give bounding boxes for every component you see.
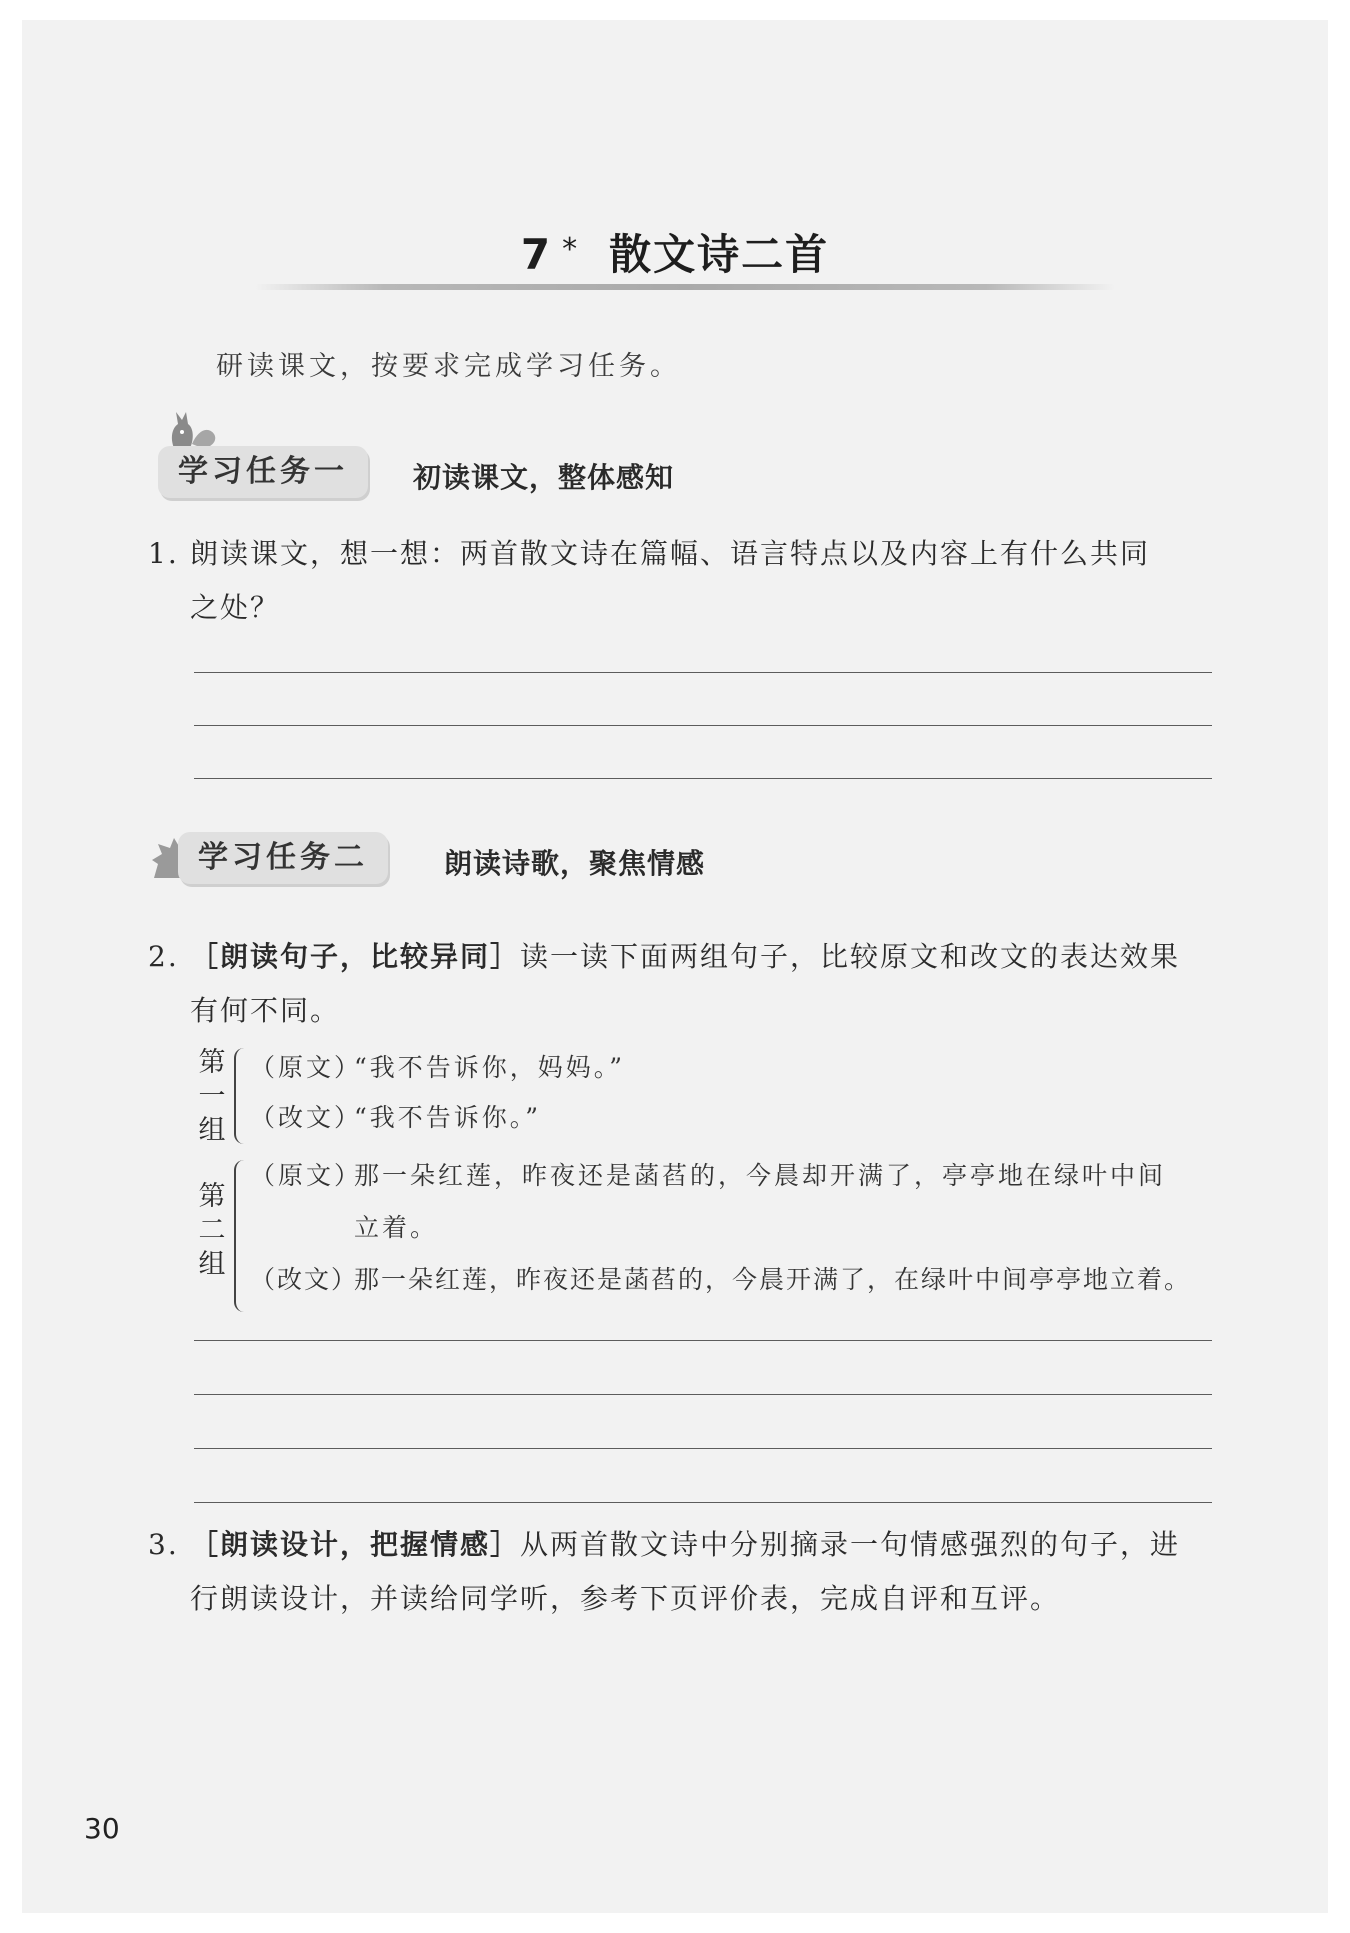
modified-label: （改文）	[250, 1265, 359, 1294]
lesson-name: 散文诗二首	[609, 230, 830, 279]
task-2-badge: 学习任务二	[178, 832, 388, 884]
answer-line[interactable]	[194, 778, 1212, 779]
answer-line[interactable]	[194, 725, 1212, 726]
group-1-original	[250, 1042, 625, 1094]
group-2-label: 第二组	[198, 1181, 226, 1280]
question-1-line-1: 朗读课文，想一想：两首散文诗在篇幅、语言特点以及内容上有什么共同	[190, 537, 1151, 570]
modified-sentence: “我不告诉你。”	[354, 1103, 542, 1132]
group-2-brace	[234, 1160, 250, 1312]
question-1-number: 1.	[148, 537, 179, 570]
page-number: 30	[84, 1812, 120, 1845]
group-2-original	[250, 1150, 1230, 1202]
question-3-line-1: 从两首散文诗中分别摘录一句情感强烈的句子，进	[520, 1528, 1181, 1561]
group-1-label: 第一组	[198, 1047, 226, 1146]
answer-line[interactable]	[194, 1502, 1212, 1503]
modified-label: （改文）	[250, 1103, 363, 1132]
task-2-title: 朗读诗歌，聚焦情感	[444, 847, 706, 880]
intro-text: 研读课文，按要求完成学习任务。	[216, 351, 681, 382]
lesson-title	[0, 222, 1350, 282]
group-1-brace	[234, 1048, 250, 1144]
original-sentence: “我不告诉你，妈妈。”	[354, 1053, 626, 1082]
question-1	[148, 527, 1228, 635]
group-2-modified	[250, 1254, 1240, 1306]
answer-line[interactable]	[194, 1448, 1212, 1449]
original-label: （原文）	[250, 1053, 363, 1082]
original-label: （原文）	[250, 1161, 363, 1190]
answer-line[interactable]	[194, 672, 1212, 673]
question-2-number: 2.	[148, 940, 179, 973]
title-underline	[255, 284, 1115, 290]
task-1-badge: 学习任务一	[158, 446, 368, 498]
question-2-tag: ［朗读句子，比较异同］	[190, 940, 521, 973]
question-3	[148, 1518, 1228, 1626]
question-1-line-2: 之处？	[190, 591, 281, 624]
lesson-star: *	[562, 232, 580, 267]
question-2-line-1: 读一读下面两组句子，比较原文和改文的表达效果	[520, 940, 1181, 973]
task-1-header	[158, 446, 718, 502]
question-2-line-2: 有何不同。	[190, 994, 341, 1027]
question-2	[148, 930, 1228, 1038]
group-2-original-line-2: 立着。	[354, 1213, 439, 1242]
answer-line[interactable]	[194, 1394, 1212, 1395]
task-1-title: 初读课文，整体感知	[413, 461, 675, 494]
question-3-line-2: 行朗读设计，并读给同学听，参考下页评价表，完成自评和互评。	[190, 1582, 1061, 1615]
original-sentence-line-1: 那一朵红莲，昨夜还是菡萏的，今晨却开满了，亭亭地在绿叶中间	[354, 1161, 1167, 1190]
question-3-tag: ［朗读设计，把握情感］	[190, 1528, 521, 1561]
group-1-modified	[250, 1092, 541, 1144]
task-2-header	[150, 832, 750, 888]
question-3-number: 3.	[148, 1528, 179, 1561]
answer-line[interactable]	[194, 1340, 1212, 1341]
modified-sentence: 那一朵红莲，昨夜还是菡萏的，今晨开满了，在绿叶中间亭亭地立着。	[354, 1265, 1192, 1294]
lesson-number: 7	[520, 230, 553, 279]
